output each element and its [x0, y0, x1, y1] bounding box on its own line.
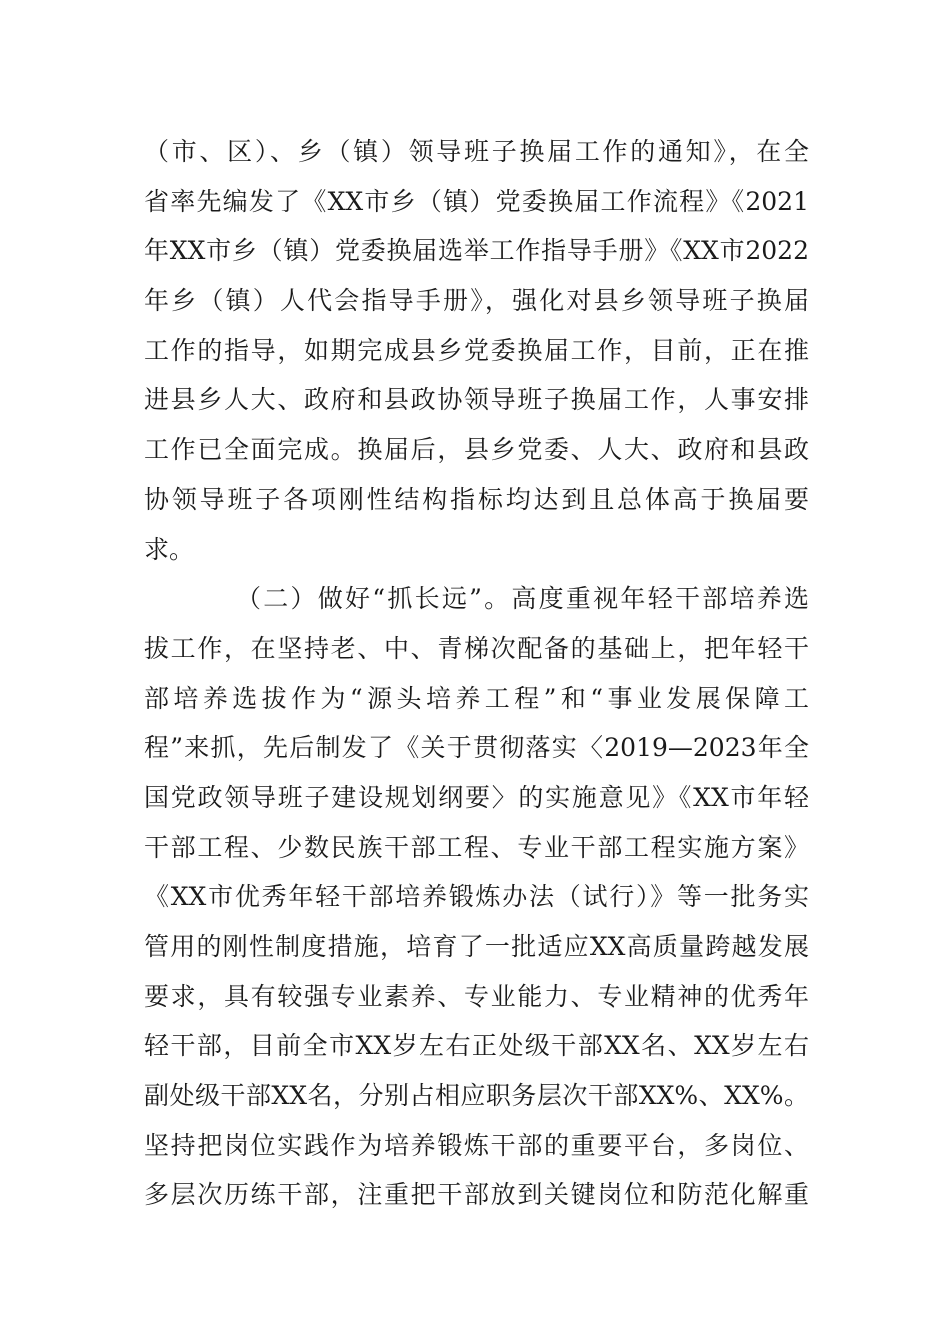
- text-line: 协领导班子各项刚性结构指标均达到且总体高于换届要: [144, 484, 809, 514]
- text-line: 进县乡人大、政府和县政协领导班子换届工作，人事安排: [144, 385, 809, 415]
- text-line: 程”来抓，先后制发了《关于贯彻落实〈2019—2023年全: [144, 733, 809, 763]
- text-line: 坚持把岗位实践作为培养锻炼干部的重要平台，多岗位、: [144, 1130, 809, 1160]
- text-line: （二）做好“抓长远”。高度重视年轻干部培养选: [236, 584, 809, 614]
- text-line: 工作已全面完成。换届后，县乡党委、人大、政府和县政: [144, 435, 809, 465]
- text-line: 副处级干部XX名，分别占相应职务层次干部XX%、XX%。: [144, 1081, 809, 1111]
- text-line: 轻干部，目前全市XX岁左右正处级干部XX名、XX岁左右: [144, 1031, 809, 1061]
- text-line: 要求，具有较强专业素养、专业能力、专业精神的优秀年: [144, 981, 809, 1011]
- text-line: 干部工程、少数民族干部工程、专业干部工程实施方案》: [144, 832, 809, 862]
- text-line: 多层次历练干部，注重把干部放到关键岗位和防范化解重: [144, 1180, 809, 1210]
- text-line: 拔工作，在坚持老、中、青梯次配备的基础上，把年轻干: [144, 633, 809, 663]
- text-line: 工作的指导，如期完成县乡党委换届工作，目前，正在推: [144, 335, 809, 365]
- text-line: 求。: [144, 534, 195, 564]
- body-text: [144, 127, 809, 1220]
- text-line: （市、区）、乡（镇）领导班子换届工作的通知》，在全: [144, 137, 809, 166]
- text-line: 国党政领导班子建设规划纲要〉的实施意见》《XX市年轻: [144, 782, 809, 812]
- text-line: 《XX市优秀年轻干部培养锻炼办法（试行）》等一批务实: [144, 882, 809, 912]
- text-line: 管用的刚性制度措施，培育了一批适应XX高质量跨越发展: [144, 932, 809, 961]
- text-line: 省率先编发了《XX市乡（镇）党委换届工作流程》《2021: [144, 186, 809, 216]
- text-line: 年乡（镇）人代会指导手册》，强化对县乡领导班子换届: [144, 286, 809, 316]
- text-line: 年XX市乡（镇）党委换届选举工作指导手册》《XX市2022: [144, 236, 809, 266]
- text-line: 部培养选拔作为“源头培养工程”和“事业发展保障工: [144, 683, 809, 713]
